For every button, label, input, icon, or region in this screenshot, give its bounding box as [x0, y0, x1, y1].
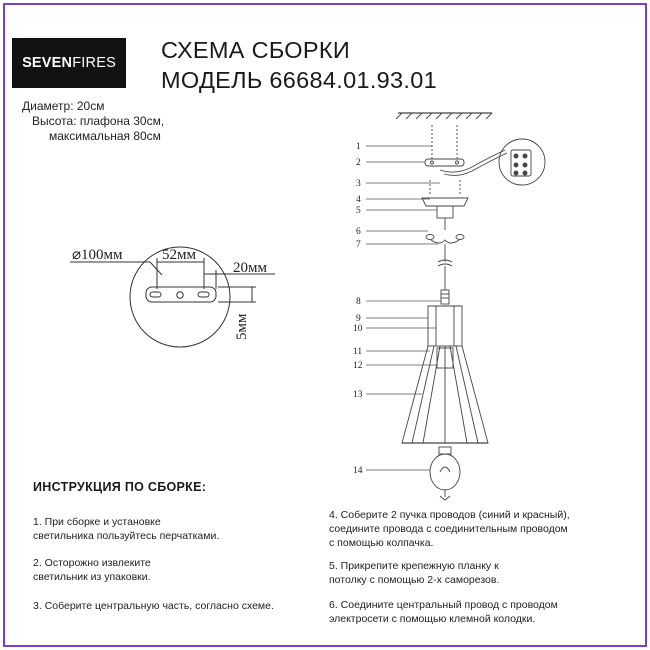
- scheme-title: СХЕМА СБОРКИ: [161, 37, 351, 63]
- part-number: 13: [353, 390, 363, 400]
- part-number: 2: [356, 158, 361, 168]
- instruction-step: 1. При сборке и установке светильника пользуйтесь перчатками.: [33, 516, 220, 542]
- brand-name-light: FIRES: [72, 55, 116, 71]
- bracket-length-label: 52мм: [162, 247, 196, 263]
- bracket-end-label: 20мм: [233, 260, 267, 276]
- part-numbers: [353, 142, 363, 476]
- brand-name-bold: SEVEN: [22, 55, 73, 71]
- model-title: МОДЕЛЬ 66684.01.93.01: [161, 67, 437, 93]
- bracket-height-label: 5мм: [234, 313, 250, 340]
- bracket-diameter-label: ⌀100мм: [72, 247, 123, 263]
- instruction-step: 6. Соедините центральный провод с проводом электросети с помощью клемной колодки.: [329, 599, 558, 625]
- part-number: 5: [356, 206, 361, 216]
- part-number: 12: [353, 361, 363, 371]
- part-number: 8: [356, 297, 361, 307]
- instruction-step: 2. Осторожно извлеките светильник из упаковки.: [33, 557, 151, 583]
- part-number: 9: [356, 314, 361, 324]
- part-number: 6: [356, 227, 361, 237]
- part-number: 7: [356, 240, 361, 250]
- part-leaders: [366, 146, 441, 470]
- spec-height-max: максимальная 80см: [49, 129, 161, 143]
- instructions-title: ИНСТРУКЦИЯ ПО СБОРКЕ:: [33, 480, 207, 494]
- part-number: 4: [356, 195, 361, 205]
- instruction-step: 5. Прикрепите крепежную планку к потолку с помощью 2-х саморезов.: [329, 560, 500, 586]
- spec-diameter: Диаметр: 20см: [22, 99, 105, 113]
- part-number: 1: [356, 142, 361, 152]
- pendant-assembly: [396, 113, 545, 500]
- part-number: 14: [353, 466, 363, 476]
- instruction-step: 4. Соберите 2 пучка проводов (синий и красный), соедините провода с соединительным проводом с помощью колпачка.: [329, 509, 570, 549]
- spec-height: Высота: плафона 30см,: [32, 114, 165, 128]
- part-number: 11: [353, 347, 363, 357]
- instruction-step: 3. Соберите центральную часть, согласно схеме.: [33, 600, 274, 612]
- part-number: 10: [353, 324, 363, 334]
- part-number: 3: [356, 179, 361, 189]
